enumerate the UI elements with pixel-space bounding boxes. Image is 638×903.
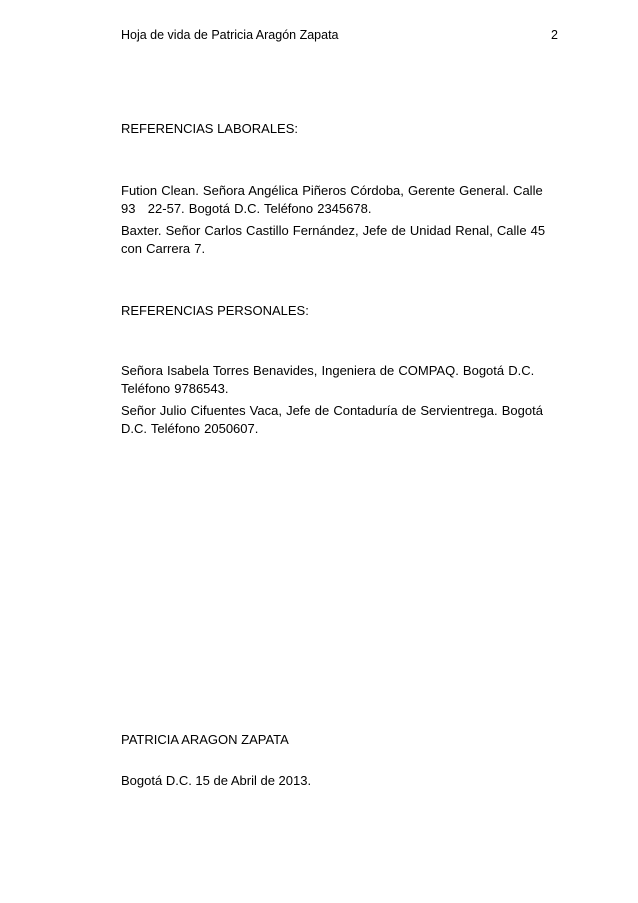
header-title: Hoja de vida de Patricia Aragón Zapata <box>121 28 339 42</box>
reference-line: 93 22-57. Bogotá D.C. Teléfono 2345678. <box>121 201 372 216</box>
laborales-references <box>121 182 546 258</box>
laborales-reference-2 <box>121 222 546 258</box>
reference-line: Baxter. Señor Carlos Castillo Fernández, Jefe de Unidad Renal, Calle 45 <box>121 223 546 238</box>
personales-reference-1 <box>121 362 541 398</box>
laborales-heading: REFERENCIAS LABORALES: <box>121 121 298 136</box>
personales-reference-2 <box>121 402 541 438</box>
reference-line: D.C. Teléfono 2050607. <box>121 421 259 436</box>
reference-line: Señora Isabela Torres Benavides, Ingeniera de COMPAQ. Bogotá D.C. <box>121 363 535 378</box>
signature-name: PATRICIA ARAGON ZAPATA <box>121 732 289 747</box>
reference-line: Teléfono 9786543. <box>121 381 229 396</box>
personales-references <box>121 362 541 438</box>
laborales-reference-1 <box>121 182 541 218</box>
reference-line: con Carrera 7. <box>121 241 206 256</box>
place-date: Bogotá D.C. 15 de Abril de 2013. <box>121 773 312 788</box>
page-header <box>121 27 558 43</box>
reference-line: Fution Clean. Señora Angélica Piñeros Córdoba, Gerente General. Calle <box>121 183 543 198</box>
personales-heading: REFERENCIAS PERSONALES: <box>121 303 309 318</box>
page-number: 2 <box>551 28 558 42</box>
reference-line: Señor Julio Cifuentes Vaca, Jefe de Contaduría de Servientrega. Bogotá <box>121 403 543 418</box>
